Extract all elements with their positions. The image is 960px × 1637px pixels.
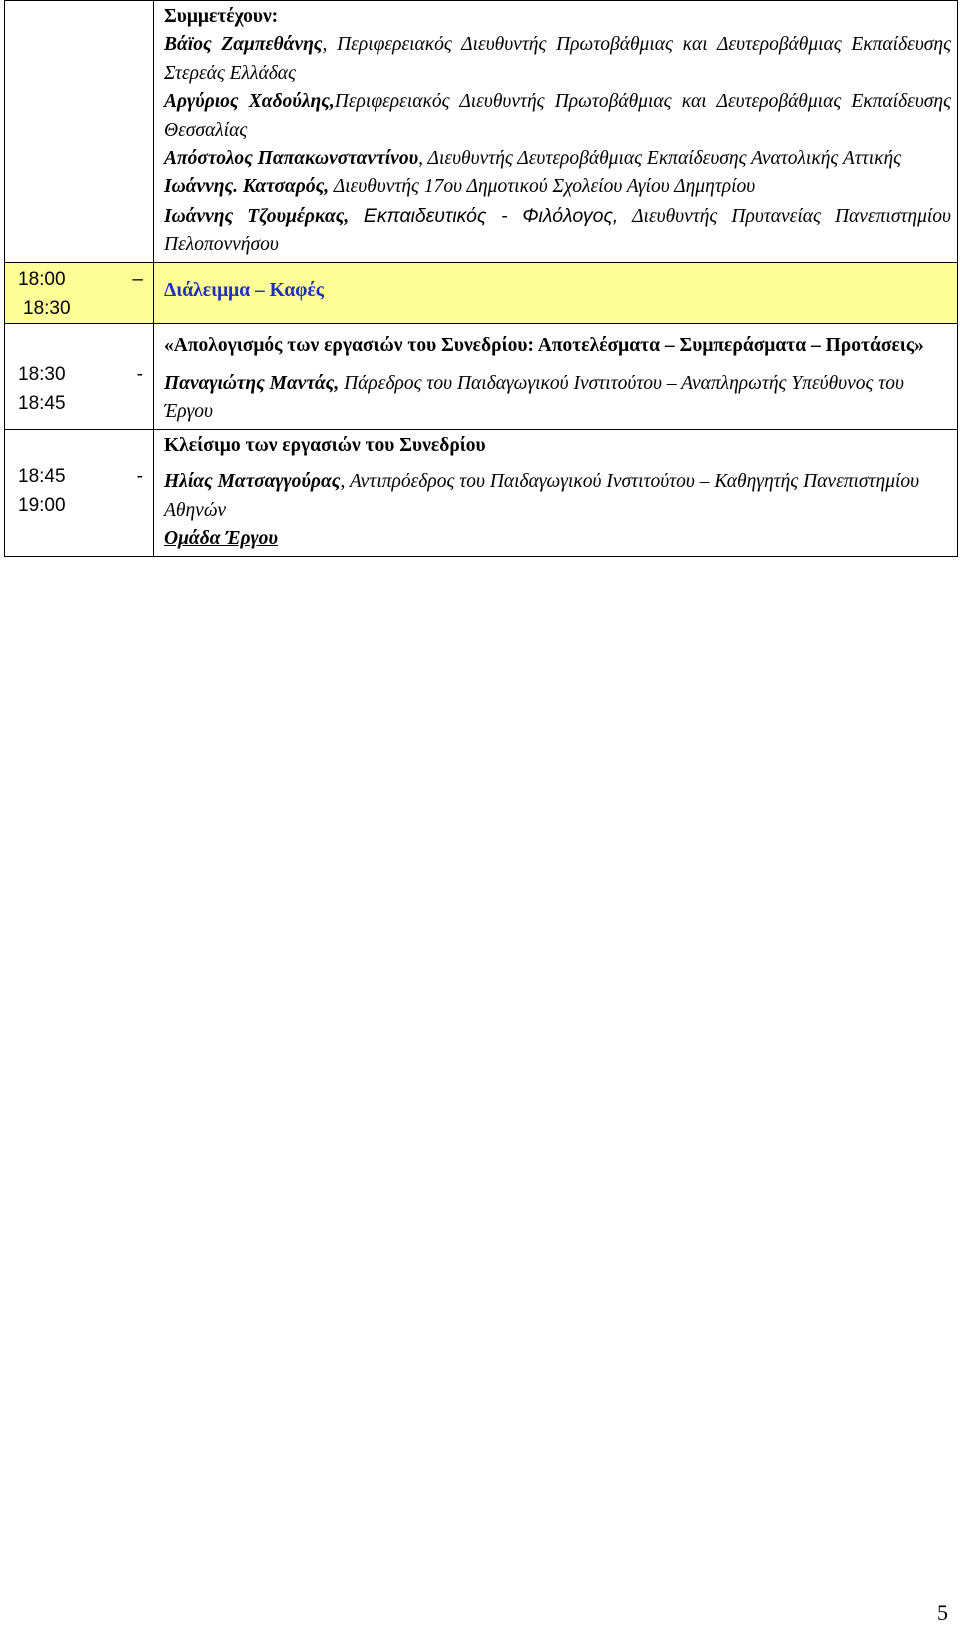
time-end: 18:30	[23, 297, 71, 319]
project-team: Ομάδα Έργου	[164, 528, 278, 550]
participants-cell	[154, 1, 958, 263]
participants-heading: Συμμετέχουν:	[164, 6, 279, 27]
time-end: 18:45	[18, 392, 66, 414]
participant-entry: Ιωάννης. Κατσαρός, Διευθυντής 17ου Δημοτικού Σχολείου Αγίου Δημητρίου	[164, 176, 756, 198]
participant-entry: Βάϊος Ζαμπεθάνης, Περιφερειακός Διευθυντής Πρωτοβάθμιας και Δευτεροβάθμιας Εκπαίδευσης Στερεάς Ελλάδας	[164, 34, 951, 84]
break-cell	[154, 262, 958, 323]
break-time-cell	[5, 262, 154, 323]
empty-time-cell	[5, 1, 154, 263]
participant-entry: Ιωάννης Τζουμέρκας, Εκπαιδευτικός - Φιλόλογος, Διευθυντής Πρυτανείας Πανεπιστημίου Πελοποννήσου	[164, 204, 951, 256]
conclusions-speaker: Παναγιώτης Μαντάς, Πάρεδρος του Παιδαγωγικού Ινστιτούτου – Αναπληρωτής Υπεύθυνος του Έργου	[164, 373, 904, 423]
closing-title: Κλείσιμο των εργασιών του Συνεδρίου	[164, 434, 486, 456]
page-number: 5	[937, 1600, 948, 1625]
time-dash: -	[136, 465, 143, 487]
closing-row	[5, 429, 958, 556]
time-start: 18:45	[18, 465, 66, 487]
time-dash: -	[136, 363, 143, 385]
time-dash: –	[132, 268, 143, 290]
conclusions-cell	[154, 323, 958, 429]
schedule-table	[4, 0, 958, 557]
time-end: 19:00	[18, 494, 66, 516]
closing-cell	[154, 429, 958, 556]
participant-entry: Απόστολος Παπακωνσταντίνου, Διευθυντής Δευτεροβάθμιας Εκπαίδευσης Ανατολικής Αττικής	[164, 148, 902, 170]
closing-time-cell	[5, 429, 154, 556]
conclusions-time-cell	[5, 323, 154, 429]
closing-speaker: Ηλίας Ματσαγγούρας, Αντιπρόεδρος του Παιδαγωγικού Ινστιτούτου – Καθηγητής Πανεπιστημίου Αθηνών	[164, 471, 920, 521]
time-start: 18:00	[18, 268, 66, 290]
participants-row	[5, 1, 958, 263]
participant-entry: Αργύριος Χαδούλης,Περιφερειακός Διευθυντής Πρωτοβάθμιας και Δευτεροβάθμιας Εκπαίδευσης Θεσσαλίας	[164, 91, 951, 141]
conclusions-row	[5, 323, 958, 429]
conclusions-title: «Απολογισμός των εργασιών του Συνεδρίου: Αποτελέσματα – Συμπεράσματα – Προτάσεις»	[164, 334, 924, 356]
break-title: Διάλειμμα – Καφές	[164, 279, 325, 301]
break-row	[5, 262, 958, 323]
time-start: 18:30	[18, 363, 66, 385]
